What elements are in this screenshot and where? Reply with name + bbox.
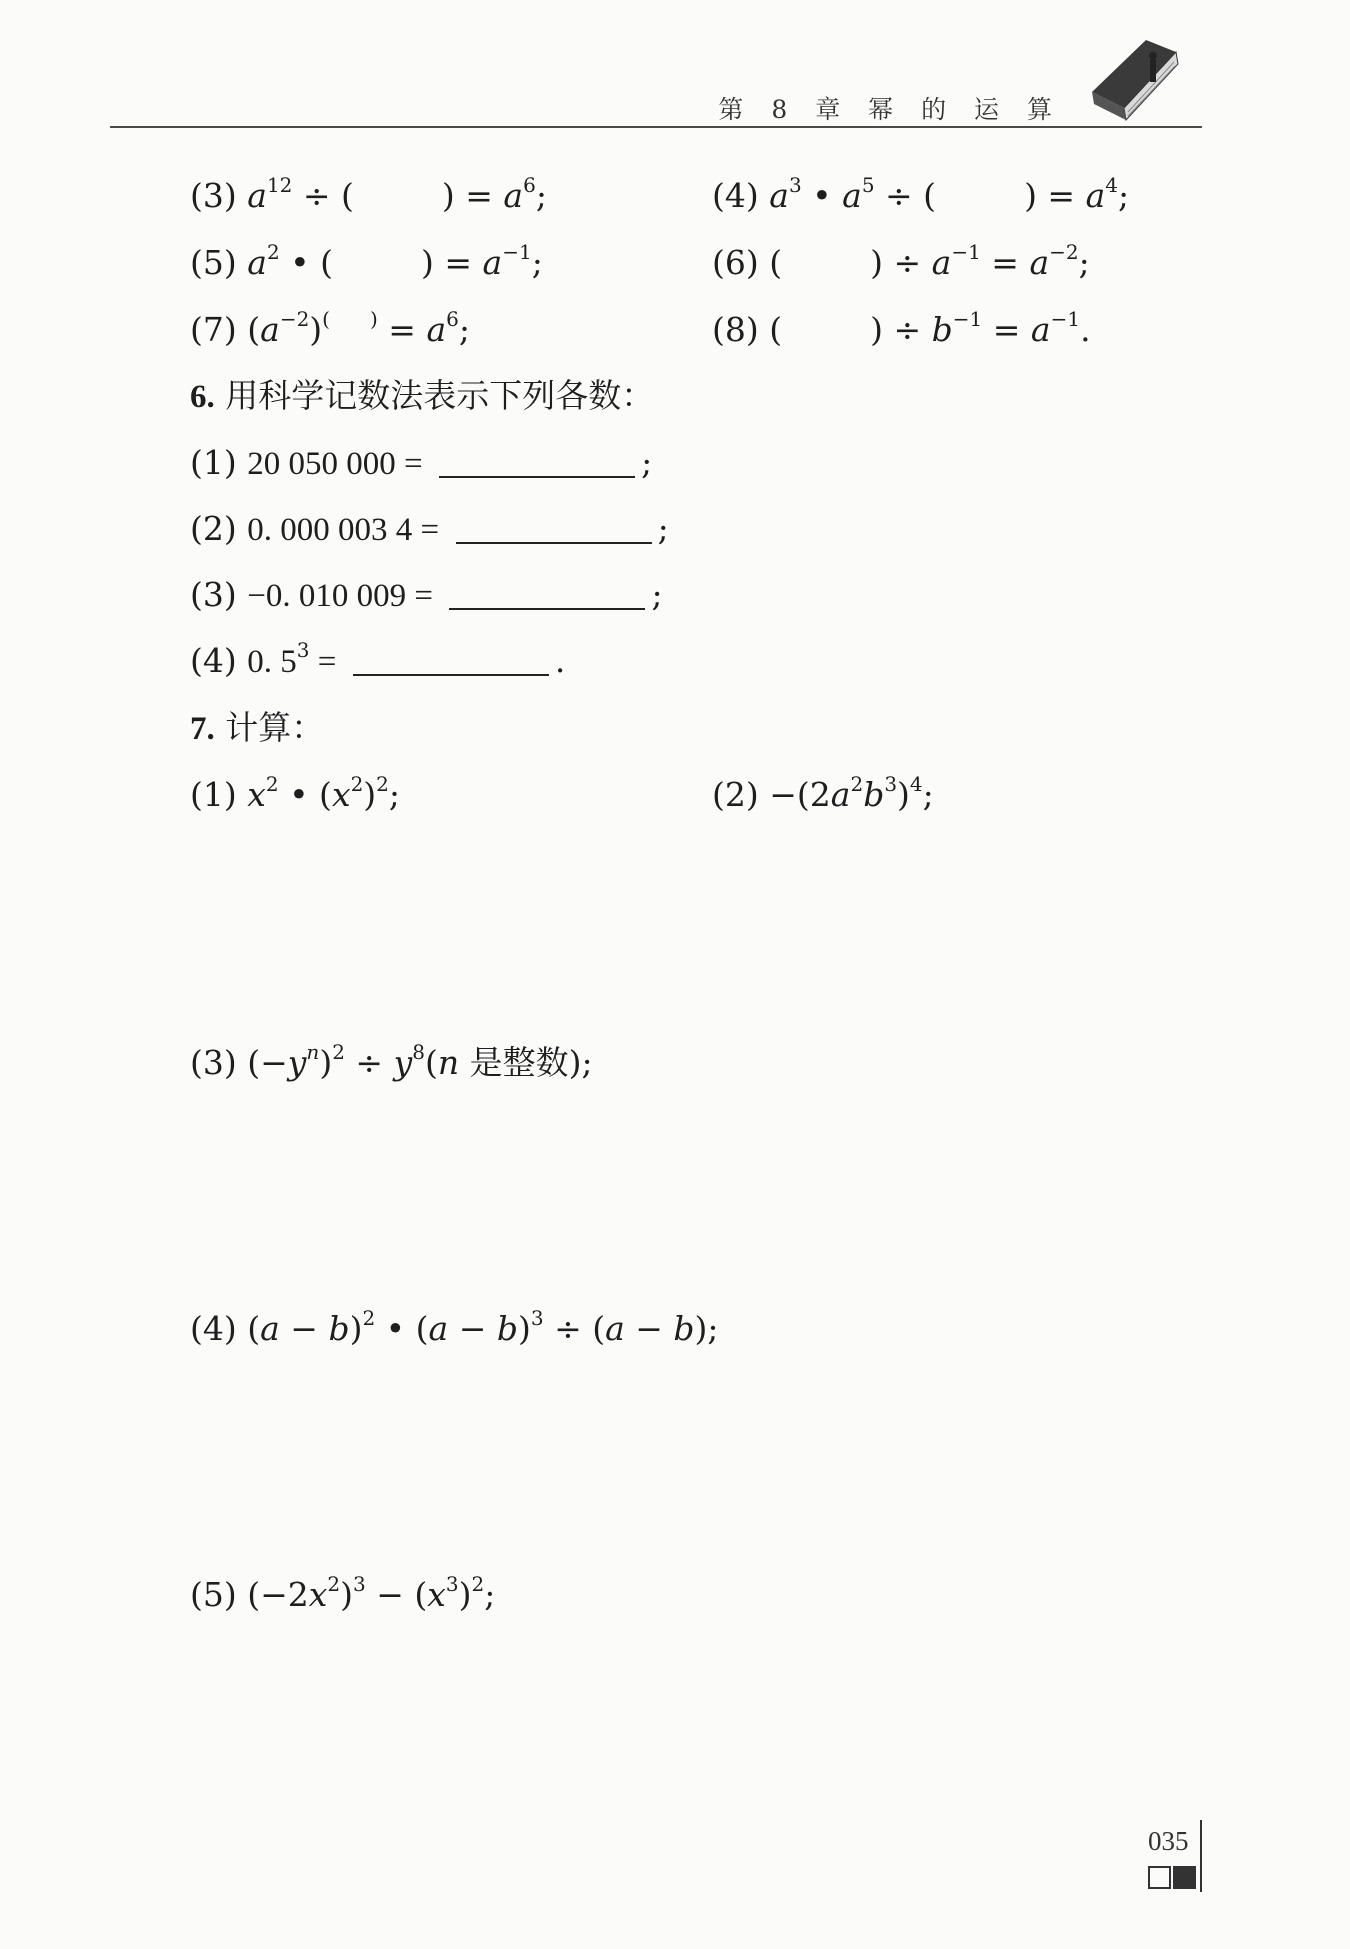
ex7-item-3: (3) $(-y^n)^2 \div y^8(n$ 是整数); xyxy=(190,1040,593,1082)
ex5-item-3: (3) $a^{12}$ ÷ ( ) = $a^6$; xyxy=(190,173,547,215)
page-header xyxy=(110,60,1202,130)
book-icon xyxy=(1084,30,1184,125)
ex5-item-7: (7) $(a^{-2})^{( )} = a^6$; xyxy=(190,307,470,349)
ex7-item-2: $(2) -(2a^2b^3)^4$; xyxy=(712,772,934,814)
ex6-heading: 6. 用科学记数法表示下列各数： xyxy=(190,376,655,415)
filled-square-icon xyxy=(1173,1866,1196,1889)
ex5-item-4: (4) $a^3$ • $a^5$ ÷ ( ) = $a^4$; xyxy=(712,173,1130,215)
answer-blank[interactable] xyxy=(456,512,652,544)
answer-blank[interactable] xyxy=(449,578,645,610)
ex6-item-1: (1) 20 050 000 = ; xyxy=(190,443,653,482)
outline-square-icon xyxy=(1148,1866,1171,1889)
page-number: 035 xyxy=(1148,1826,1189,1856)
ex7-item-4: (4) $(a - b)^2$ • $(a - b)^3 \div (a - b)$; xyxy=(190,1306,719,1348)
ex7-heading: 7. 计算： xyxy=(190,708,325,747)
header-rule xyxy=(110,126,1202,128)
ex6-item-2: (2) 0. 000 003 4 = ; xyxy=(190,509,669,548)
chapter-title: 第 8 章 幂 的 运 算 xyxy=(718,95,1062,124)
ex7-item-1: (1) $x^2$ • $(x^2)^2$; xyxy=(190,772,401,814)
ex7-item-5: (5) $(-2x^2)^3 - (x^3)^2$; xyxy=(190,1572,496,1614)
answer-blank[interactable] xyxy=(439,446,635,478)
ex5-item-5: (5) $a^2$ • ( ) = $a^{-1}$; xyxy=(190,240,543,282)
answer-blank[interactable] xyxy=(353,644,549,676)
ex6-item-3: (3) −0. 010 009 = ; xyxy=(190,575,663,614)
ex6-item-4: (4) 0. $5^3$ = . xyxy=(190,638,566,680)
ex5-item-6: (6) ( ) ÷ $a^{-1} = a^{-2}$; xyxy=(712,240,1090,282)
footer-rule xyxy=(1200,1820,1202,1892)
ex5-item-8: (8) ( ) ÷ $b^{-1} = a^{-1}$. xyxy=(712,307,1091,349)
